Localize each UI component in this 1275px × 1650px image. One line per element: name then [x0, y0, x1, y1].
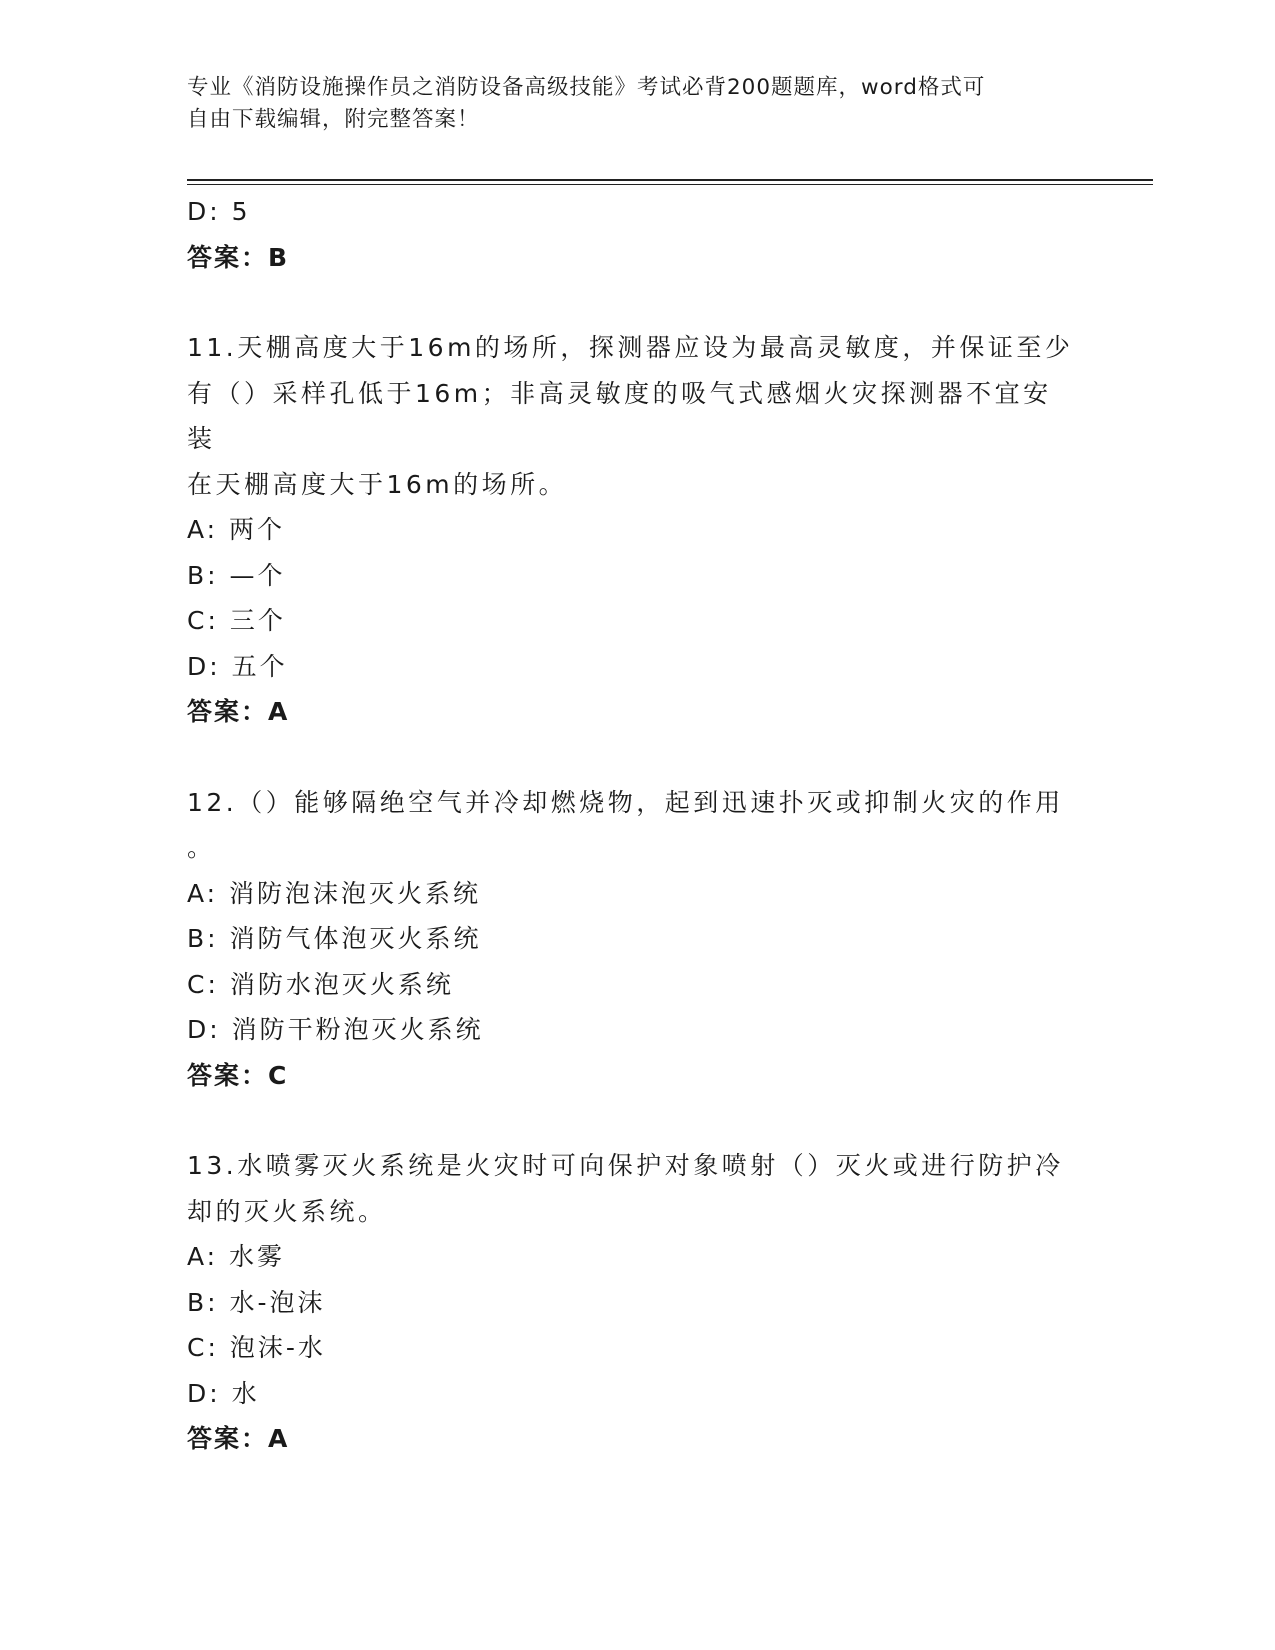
prev-answer: 答案：B [187, 242, 290, 272]
answer: 答案：A [187, 1424, 290, 1453]
option-c: C: 消防水泡灭火系统 [187, 969, 454, 999]
option-d: D: 五个 [187, 651, 288, 681]
option-a: A: 消防泡沫泡灭火系统 [187, 878, 482, 908]
header-line-2: 自由下载编辑，附完整答案！ [187, 107, 480, 132]
option-d: D: 消防干粉泡灭火系统 [187, 1015, 484, 1044]
question-list [187, 189, 1087, 1462]
question-text-line: 12.（）能够隔绝空气并冷却燃烧物，起到迅速扑灭或抑制火灾的作用 [187, 787, 1064, 817]
header-line-1: 专业《消防设施操作员之消防设备高级技能》考试必背200题题库，word格式可 [187, 75, 986, 100]
option-a: A: 两个 [187, 515, 286, 544]
question-text-line: 13.水喷雾灭火系统是火灾时可向保护对象喷射（）灭火或进行防护冷 [187, 1151, 1064, 1180]
option-d: D: 水 [187, 1378, 260, 1408]
question-13 [187, 1143, 1087, 1462]
question-text-line: 却的灭火系统。 [187, 1196, 387, 1226]
question-12 [187, 780, 1087, 1099]
spacer [187, 735, 1087, 780]
header-rule-thick [187, 179, 1153, 181]
option-c: C: 泡沫-水 [187, 1333, 326, 1362]
option-b: B: —个 [187, 560, 286, 590]
header-rule-thin [187, 184, 1153, 185]
question-text-line: 11.天棚高度大于16m的场所，探测器应设为最高灵敏度，并保证至少 [187, 333, 1074, 362]
answer: 答案：A [187, 697, 290, 726]
option-b: B: 水-泡沫 [187, 1287, 326, 1317]
question-11 [187, 325, 1087, 735]
question-text-line: 有（）采样孔低于16m；非高灵敏度的吸气式感烟火灾探测器不宜安装 [187, 378, 1052, 453]
spacer [187, 280, 1087, 325]
document-header [187, 72, 1087, 136]
option-b: B: 消防气体泡灭火系统 [187, 924, 482, 953]
option-c: C: 三个 [187, 606, 286, 635]
spacer [187, 1098, 1087, 1143]
answer: 答案：C [187, 1060, 289, 1090]
prev-option-d: D: 5 [187, 197, 251, 226]
question-text-line: 。 [187, 833, 216, 862]
option-a: A: 水雾 [187, 1242, 286, 1271]
question-text-line: 在天棚高度大于16m的场所。 [187, 469, 568, 499]
